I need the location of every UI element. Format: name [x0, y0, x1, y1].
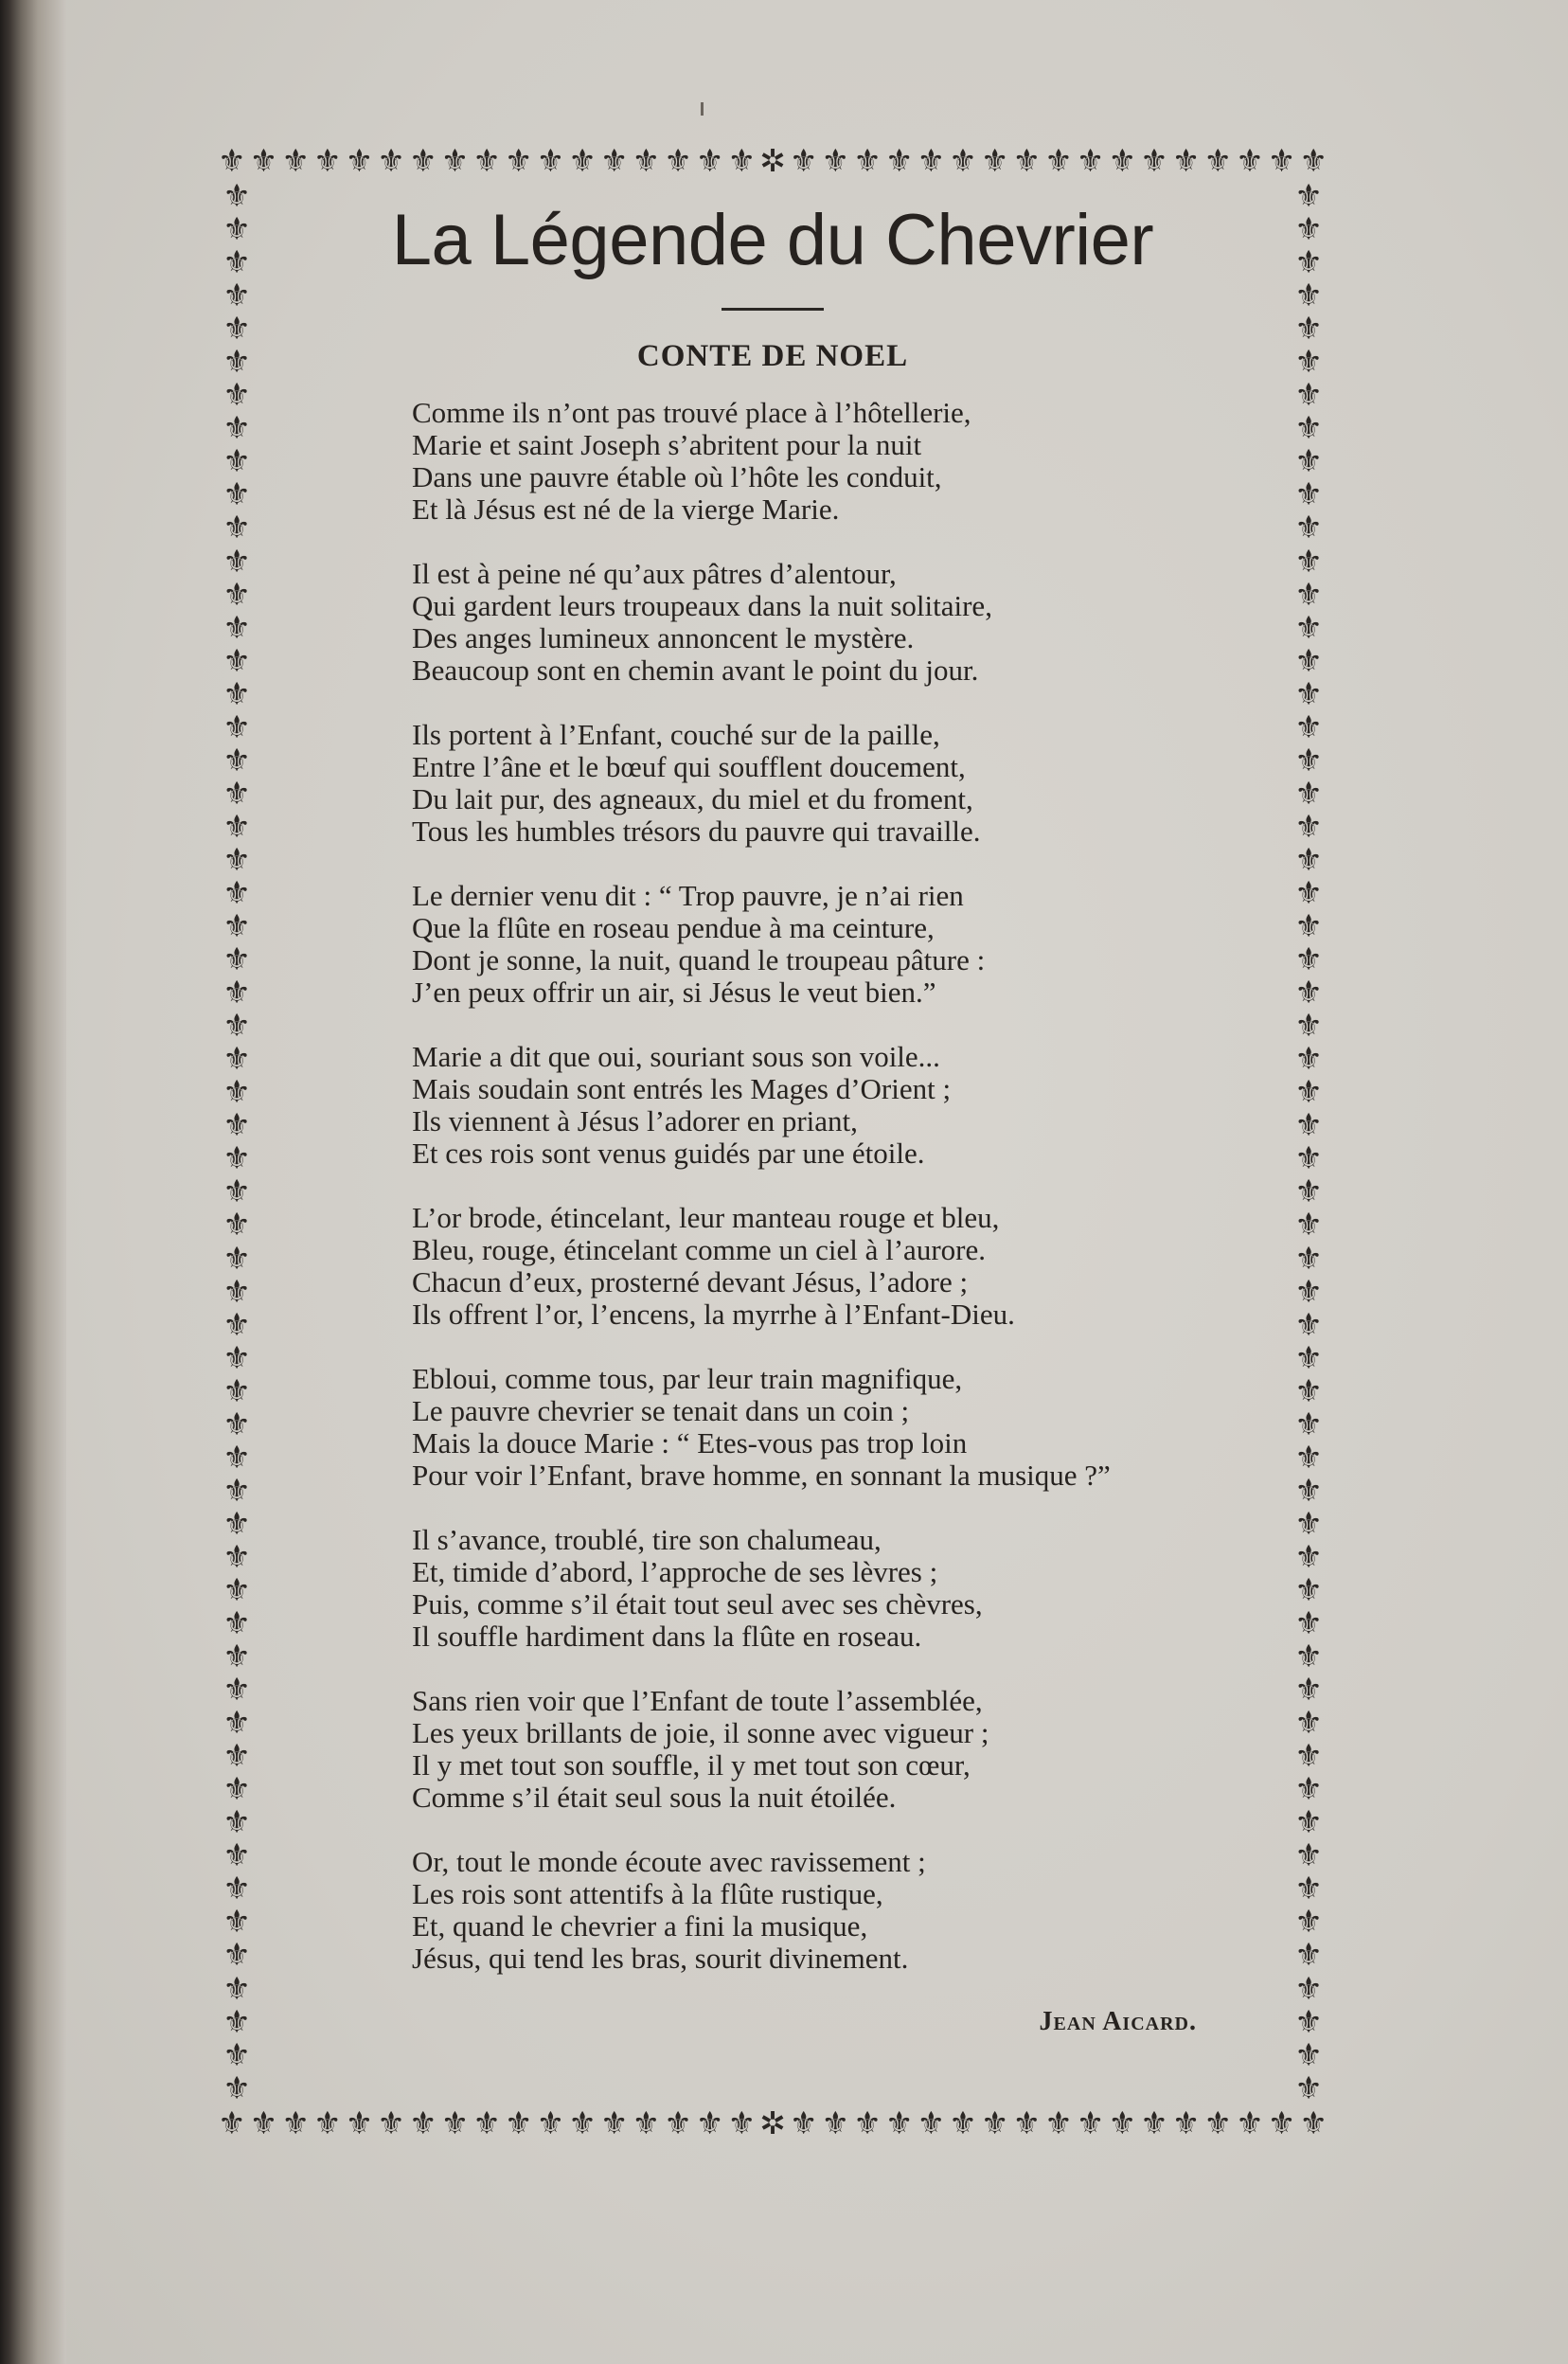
poem-line: Dont je sonne, la nuit, quand le troupeau pâture :: [412, 943, 986, 976]
fleur-de-lis-icon: ⚜: [223, 873, 251, 911]
fleur-de-lis-icon: ⚜: [1294, 1504, 1323, 1542]
fleur-de-lis-icon: ⚜: [727, 2104, 757, 2141]
fleur-de-lis-icon: ⚜: [1294, 1570, 1323, 1608]
ornament-border-right: [1290, 177, 1327, 2106]
poem-stanza: [412, 397, 1252, 526]
fleur-de-lis-icon: ⚜: [1294, 277, 1323, 314]
fleur-de-lis-icon: ⚜: [223, 1803, 251, 1841]
poem-stanza: [412, 1846, 1252, 1975]
fleur-de-lis-icon: ⚜: [440, 2104, 470, 2141]
fleur-de-lis-icon: ⚜: [1294, 1770, 1323, 1808]
fleur-de-lis-icon: ⚜: [568, 2104, 597, 2141]
poem-stanza: [412, 1685, 1252, 1814]
fleur-de-lis-icon: ⚜: [1012, 142, 1042, 179]
fleur-de-lis-icon: ⚜: [1012, 2104, 1042, 2141]
fleur-de-lis-icon: ⚜: [223, 1638, 251, 1675]
fleur-de-lis-icon: ⚜: [1294, 1106, 1323, 1144]
fleur-de-lis-icon: ⚜: [1294, 1305, 1323, 1343]
fleur-de-lis-icon: ⚜: [1294, 2035, 1323, 2073]
fleur-de-lis-icon: ⚜: [1294, 1638, 1323, 1675]
fleur-de-lis-icon: ⚜: [1140, 142, 1168, 179]
fleur-de-lis-icon: ⚜: [223, 1040, 251, 1078]
poem-line: Or, tout le monde écoute avec ravissement ;: [412, 1845, 926, 1878]
fleur-de-lis-icon: ⚜: [377, 142, 405, 179]
page-mark: [701, 102, 704, 116]
fleur-de-lis-icon: ⚜: [249, 2104, 278, 2141]
fleur-de-lis-icon: ⚜: [980, 142, 1009, 179]
fleur-de-lis-icon: ⚜: [1294, 608, 1323, 646]
fleur-de-lis-icon: ⚜: [1294, 376, 1323, 414]
poem-body: [294, 397, 1252, 1975]
fleur-de-lis-icon: ⚜: [1294, 409, 1323, 447]
fleur-de-lis-icon: ⚜: [1294, 873, 1323, 911]
fleur-de-lis-icon: ⚜: [1294, 1671, 1323, 1709]
ornament-border-left: [218, 177, 256, 2106]
fleur-de-lis-icon: ⚜: [312, 142, 342, 179]
fleur-de-lis-icon: ⚜: [223, 475, 251, 513]
poem-line: Il y met tout son souffle, il y met tout son cœur,: [412, 1748, 971, 1782]
fleur-de-lis-icon: ⚜: [1267, 142, 1296, 179]
fleur-de-lis-icon: ⚜: [1203, 142, 1232, 179]
fleur-de-lis-icon: ⚜: [223, 243, 251, 281]
poem-line: Et, timide d’abord, l’approche de ses lèvres ;: [412, 1555, 938, 1588]
fleur-de-lis-icon: ⚜: [1294, 1471, 1323, 1509]
title-rule: [722, 308, 824, 311]
fleur-de-lis-icon: ⚜: [1294, 1870, 1323, 1907]
fleur-de-lis-icon: ⚜: [664, 142, 692, 179]
fleur-de-lis-icon: ⚜: [223, 2002, 251, 2040]
fleur-de-lis-icon: ⚜: [345, 142, 374, 179]
fleur-de-lis-icon: ⚜: [1294, 1173, 1323, 1210]
poem-line: Bleu, rouge, étincelant comme un ciel à l’aurore.: [412, 1233, 986, 1266]
fleur-de-lis-icon: ⚜: [599, 2104, 629, 2141]
fleur-de-lis-icon: ⚜: [884, 142, 914, 179]
poem-line: Jésus, qui tend les bras, sourit divinement.: [412, 1942, 909, 1975]
fleur-de-lis-icon: ⚜: [377, 2104, 405, 2141]
fleur-de-lis-icon: ⚜: [345, 2104, 374, 2141]
poem-subtitle: CONTE DE NOEL: [636, 339, 909, 373]
poem-line: Il s’avance, troublé, tire son chalumeau,: [412, 1523, 882, 1556]
poem-line: Il est à peine né qu’aux pâtres d’alentour,: [412, 557, 897, 590]
fleur-de-lis-icon: ⚜: [1294, 1139, 1323, 1177]
fleur-de-lis-icon: ⚜: [223, 210, 251, 248]
fleur-de-lis-icon: ⚜: [1294, 1272, 1323, 1310]
poem-title: La Légende du Chevrier: [391, 200, 1154, 280]
poem-stanza: [412, 558, 1252, 687]
poem-stanza: [412, 1202, 1252, 1331]
poem-line: Dans une pauvre étable où l’hôte les conduit,: [412, 460, 942, 493]
fleur-de-lis-icon: ⚜: [1044, 142, 1073, 179]
fleur-de-lis-icon: ⚜: [223, 2068, 251, 2106]
poem-stanza: [412, 1363, 1252, 1492]
fleur-de-lis-icon: ⚜: [223, 674, 251, 712]
fleur-de-lis-icon: ⚜: [223, 940, 251, 978]
fleur-de-lis-icon: ✲: [759, 142, 786, 179]
poem-line: Que la flûte en roseau pendue à ma ceinture,: [412, 911, 935, 944]
fleur-de-lis-icon: ⚜: [1294, 1206, 1323, 1244]
fleur-de-lis-icon: ⚜: [223, 1338, 251, 1376]
fleur-de-lis-icon: ⚜: [1294, 1338, 1323, 1376]
ornament-border-top: [218, 142, 1327, 180]
fleur-de-lis-icon: ⚜: [223, 2035, 251, 2073]
fleur-de-lis-icon: ⚜: [218, 142, 246, 179]
fleur-de-lis-icon: ⚜: [1294, 509, 1323, 546]
poem-line: Et, quand le chevrier a fini la musique,: [412, 1909, 868, 1943]
fleur-de-lis-icon: ⚜: [1294, 475, 1323, 513]
poem-line: Ils viennent à Jésus l’adorer en priant,: [412, 1104, 858, 1137]
fleur-de-lis-icon: ⚜: [664, 2104, 692, 2141]
fleur-de-lis-icon: ⚜: [223, 343, 251, 381]
fleur-de-lis-icon: ⚜: [223, 741, 251, 779]
poem-line: Du lait pur, des agneaux, du miel et du froment,: [412, 782, 973, 815]
fleur-de-lis-icon: ⚜: [1294, 1007, 1323, 1045]
fleur-de-lis-icon: ⚜: [281, 2104, 310, 2141]
poem-stanza: [412, 1041, 1252, 1170]
fleur-de-lis-icon: ⚜: [599, 142, 629, 179]
poem-line: Des anges lumineux annoncent le mystère.: [412, 621, 915, 654]
fleur-de-lis-icon: ⚜: [223, 1073, 251, 1111]
fleur-de-lis-icon: ⚜: [1294, 1969, 1323, 2007]
fleur-de-lis-icon: ⚜: [223, 1570, 251, 1608]
fleur-de-lis-icon: ⚜: [1294, 343, 1323, 381]
fleur-de-lis-icon: ⚜: [312, 2104, 342, 2141]
poem-line: Qui gardent leurs troupeaux dans la nuit solitaire,: [412, 589, 992, 622]
fleur-de-lis-icon: ⚜: [1294, 2068, 1323, 2106]
fleur-de-lis-icon: ⚜: [1294, 1438, 1323, 1476]
fleur-de-lis-icon: ⚜: [223, 1604, 251, 1642]
fleur-de-lis-icon: ⚜: [1294, 1704, 1323, 1742]
fleur-de-lis-icon: ⚜: [223, 1504, 251, 1542]
fleur-de-lis-icon: ⚜: [1294, 243, 1323, 281]
fleur-de-lis-icon: ⚜: [1294, 1073, 1323, 1111]
fleur-de-lis-icon: ⚜: [1294, 641, 1323, 679]
fleur-de-lis-icon: ⚜: [223, 376, 251, 414]
fleur-de-lis-icon: ⚜: [727, 142, 757, 179]
fleur-de-lis-icon: ✲: [759, 2104, 786, 2141]
ornament-border-bottom: [218, 2104, 1327, 2142]
fleur-de-lis-icon: ⚜: [408, 142, 437, 179]
poem-line: Ils portent à l’Enfant, couché sur de la paille,: [412, 718, 940, 751]
poem-line: Comme ils n’ont pas trouvé place à l’hôtellerie,: [412, 396, 971, 429]
author-signature: Jean Aicard.: [1039, 2007, 1197, 2036]
fleur-de-lis-icon: ⚜: [1294, 310, 1323, 348]
fleur-de-lis-icon: ⚜: [1171, 142, 1201, 179]
fleur-de-lis-icon: ⚜: [632, 142, 661, 179]
fleur-de-lis-icon: ⚜: [1294, 442, 1323, 480]
fleur-de-lis-icon: ⚜: [223, 277, 251, 314]
fleur-de-lis-icon: ⚜: [223, 1106, 251, 1144]
poem-stanza: [412, 1524, 1252, 1653]
fleur-de-lis-icon: ⚜: [472, 2104, 501, 2141]
fleur-de-lis-icon: ⚜: [1236, 142, 1264, 179]
fleur-de-lis-icon: ⚜: [223, 509, 251, 546]
fleur-de-lis-icon: ⚜: [1294, 575, 1323, 613]
fleur-de-lis-icon: ⚜: [472, 142, 501, 179]
fleur-de-lis-icon: ⚜: [223, 1007, 251, 1045]
poem-line: Pour voir l’Enfant, brave homme, en sonnant la musique ?”: [412, 1459, 1111, 1492]
fleur-de-lis-icon: ⚜: [281, 142, 310, 179]
poem-line: Entre l’âne et le bœuf qui soufflent doucement,: [412, 750, 966, 783]
fleur-de-lis-icon: ⚜: [1294, 807, 1323, 845]
fleur-de-lis-icon: ⚜: [223, 1239, 251, 1277]
book-gutter: [0, 0, 66, 2364]
fleur-de-lis-icon: ⚜: [504, 142, 533, 179]
fleur-de-lis-icon: ⚜: [1299, 142, 1327, 179]
poem-line: Tous les humbles trésors du pauvre qui travaille.: [412, 815, 981, 848]
fleur-de-lis-icon: ⚜: [853, 2104, 882, 2141]
fleur-de-lis-icon: ⚜: [223, 1471, 251, 1509]
fleur-de-lis-icon: ⚜: [223, 1173, 251, 1210]
fleur-de-lis-icon: ⚜: [1203, 2104, 1232, 2141]
fleur-de-lis-icon: ⚜: [223, 641, 251, 679]
fleur-de-lis-icon: ⚜: [440, 142, 470, 179]
fleur-de-lis-icon: ⚜: [949, 142, 977, 179]
poem-line: Et là Jésus est né de la vierge Marie.: [412, 492, 840, 526]
fleur-de-lis-icon: ⚜: [884, 2104, 914, 2141]
poem-stanza: [412, 719, 1252, 848]
poem-stanza: [412, 880, 1252, 1009]
fleur-de-lis-icon: ⚜: [1294, 1604, 1323, 1642]
poem-line: Chacun d’eux, prosterné devant Jésus, l’adore ;: [412, 1265, 969, 1298]
fleur-de-lis-icon: ⚜: [1294, 774, 1323, 812]
fleur-de-lis-icon: ⚜: [1236, 2104, 1264, 2141]
fleur-de-lis-icon: ⚜: [789, 2104, 818, 2141]
fleur-de-lis-icon: ⚜: [223, 1903, 251, 1941]
fleur-de-lis-icon: ⚜: [223, 442, 251, 480]
fleur-de-lis-icon: ⚜: [223, 1836, 251, 1874]
fleur-de-lis-icon: ⚜: [223, 1936, 251, 1974]
fleur-de-lis-icon: ⚜: [1294, 1836, 1323, 1874]
fleur-de-lis-icon: ⚜: [223, 907, 251, 945]
fleur-de-lis-icon: ⚜: [1294, 1537, 1323, 1575]
fleur-de-lis-icon: ⚜: [223, 575, 251, 613]
fleur-de-lis-icon: ⚜: [695, 2104, 724, 2141]
ornamental-frame: [218, 142, 1327, 2142]
fleur-de-lis-icon: ⚜: [223, 1537, 251, 1575]
fleur-de-lis-icon: ⚜: [223, 1206, 251, 1244]
fleur-de-lis-icon: ⚜: [223, 1371, 251, 1409]
fleur-de-lis-icon: ⚜: [821, 2104, 850, 2141]
fleur-de-lis-icon: ⚜: [1044, 2104, 1073, 2141]
fleur-de-lis-icon: ⚜: [223, 177, 251, 214]
fleur-de-lis-icon: ⚜: [218, 2104, 246, 2141]
fleur-de-lis-icon: ⚜: [223, 1438, 251, 1476]
fleur-de-lis-icon: ⚜: [1108, 2104, 1137, 2141]
fleur-de-lis-icon: ⚜: [223, 1969, 251, 2007]
fleur-de-lis-icon: ⚜: [1294, 1405, 1323, 1442]
fleur-de-lis-icon: ⚜: [223, 1405, 251, 1442]
fleur-de-lis-icon: ⚜: [223, 1272, 251, 1310]
fleur-de-lis-icon: ⚜: [1294, 210, 1323, 248]
fleur-de-lis-icon: ⚜: [223, 608, 251, 646]
fleur-de-lis-icon: ⚜: [1294, 741, 1323, 779]
fleur-de-lis-icon: ⚜: [1076, 142, 1105, 179]
fleur-de-lis-icon: ⚜: [789, 142, 818, 179]
poem-line: Ebloui, comme tous, par leur train magnifique,: [412, 1362, 963, 1395]
fleur-de-lis-icon: ⚜: [1294, 542, 1323, 580]
fleur-de-lis-icon: ⚜: [408, 2104, 437, 2141]
fleur-de-lis-icon: ⚜: [223, 409, 251, 447]
fleur-de-lis-icon: ⚜: [1294, 840, 1323, 878]
fleur-de-lis-icon: ⚜: [1140, 2104, 1168, 2141]
poem-line: L’or brode, étincelant, leur manteau rouge et bleu,: [412, 1201, 1000, 1234]
fleur-de-lis-icon: ⚜: [223, 1305, 251, 1343]
poem-line: Les yeux brillants de joie, il sonne avec vigueur ;: [412, 1716, 989, 1749]
fleur-de-lis-icon: ⚜: [223, 310, 251, 348]
poem-line: Le dernier venu dit : “ Trop pauvre, je n’ai rien: [412, 879, 964, 912]
poem-line: J’en peux offrir un air, si Jésus le veut bien.”: [412, 976, 936, 1009]
poem-line: Il souffle hardiment dans la flûte en roseau.: [412, 1620, 922, 1653]
fleur-de-lis-icon: ⚜: [1171, 2104, 1201, 2141]
fleur-de-lis-icon: ⚜: [695, 142, 724, 179]
fleur-de-lis-icon: ⚜: [1299, 2104, 1327, 2141]
fleur-de-lis-icon: ⚜: [632, 2104, 661, 2141]
fleur-de-lis-icon: ⚜: [1294, 974, 1323, 1012]
fleur-de-lis-icon: ⚜: [1294, 1803, 1323, 1841]
fleur-de-lis-icon: ⚜: [1294, 1040, 1323, 1078]
poem-line: Les rois sont attentifs à la flûte rustique,: [412, 1877, 883, 1910]
poem-line: Marie a dit que oui, souriant sous son voile...: [412, 1040, 940, 1073]
fleur-de-lis-icon: ⚜: [536, 2104, 565, 2141]
fleur-de-lis-icon: ⚜: [1294, 1737, 1323, 1775]
fleur-de-lis-icon: ⚜: [980, 2104, 1009, 2141]
fleur-de-lis-icon: ⚜: [223, 807, 251, 845]
poem-line: Comme s’il était seul sous la nuit étoilée.: [412, 1781, 897, 1814]
fleur-de-lis-icon: ⚜: [1294, 940, 1323, 978]
poem-line: Et ces rois sont venus guidés par une étoile.: [412, 1137, 925, 1170]
fleur-de-lis-icon: ⚜: [223, 1770, 251, 1808]
fleur-de-lis-icon: ⚜: [223, 1870, 251, 1907]
fleur-de-lis-icon: ⚜: [917, 2104, 946, 2141]
fleur-de-lis-icon: ⚜: [949, 2104, 977, 2141]
fleur-de-lis-icon: ⚜: [1294, 707, 1323, 745]
fleur-de-lis-icon: ⚜: [1108, 142, 1137, 179]
fleur-de-lis-icon: ⚜: [1294, 674, 1323, 712]
fleur-de-lis-icon: ⚜: [1294, 2002, 1323, 2040]
poem-line: Mais soudain sont entrés les Mages d’Orient ;: [412, 1072, 952, 1105]
fleur-de-lis-icon: ⚜: [853, 142, 882, 179]
fleur-de-lis-icon: ⚜: [223, 1139, 251, 1177]
fleur-de-lis-icon: ⚜: [223, 1704, 251, 1742]
fleur-de-lis-icon: ⚜: [504, 2104, 533, 2141]
fleur-de-lis-icon: ⚜: [223, 774, 251, 812]
fleur-de-lis-icon: ⚜: [917, 142, 946, 179]
fleur-de-lis-icon: ⚜: [1076, 2104, 1105, 2141]
poem-content: [294, 189, 1252, 2037]
fleur-de-lis-icon: ⚜: [821, 142, 850, 179]
poem-line: Sans rien voir que l’Enfant de toute l’assemblée,: [412, 1684, 983, 1717]
poem-line: Le pauvre chevrier se tenait dans un coin ;: [412, 1394, 910, 1427]
poem-line: Marie et saint Joseph s’abritent pour la nuit: [412, 428, 922, 461]
fleur-de-lis-icon: ⚜: [1294, 177, 1323, 214]
fleur-de-lis-icon: ⚜: [1294, 1239, 1323, 1277]
fleur-de-lis-icon: ⚜: [223, 707, 251, 745]
fleur-de-lis-icon: ⚜: [1294, 1936, 1323, 1974]
poem-line: Beaucoup sont en chemin avant le point du jour.: [412, 654, 979, 687]
poem-line: Mais la douce Marie : “ Etes-vous pas trop loin: [412, 1426, 968, 1460]
fleur-de-lis-icon: ⚜: [1267, 2104, 1296, 2141]
fleur-de-lis-icon: ⚜: [249, 142, 278, 179]
fleur-de-lis-icon: ⚜: [223, 974, 251, 1012]
fleur-de-lis-icon: ⚜: [223, 542, 251, 580]
fleur-de-lis-icon: ⚜: [223, 840, 251, 878]
fleur-de-lis-icon: ⚜: [223, 1737, 251, 1775]
poem-line: Puis, comme s’il était tout seul avec ses chèvres,: [412, 1587, 983, 1621]
poem-line: Ils offrent l’or, l’encens, la myrrhe à l’Enfant-Dieu.: [412, 1298, 1015, 1331]
fleur-de-lis-icon: ⚜: [1294, 1371, 1323, 1409]
fleur-de-lis-icon: ⚜: [536, 142, 565, 179]
fleur-de-lis-icon: ⚜: [568, 142, 597, 179]
fleur-de-lis-icon: ⚜: [1294, 907, 1323, 945]
fleur-de-lis-icon: ⚜: [223, 1671, 251, 1709]
fleur-de-lis-icon: ⚜: [1294, 1903, 1323, 1941]
